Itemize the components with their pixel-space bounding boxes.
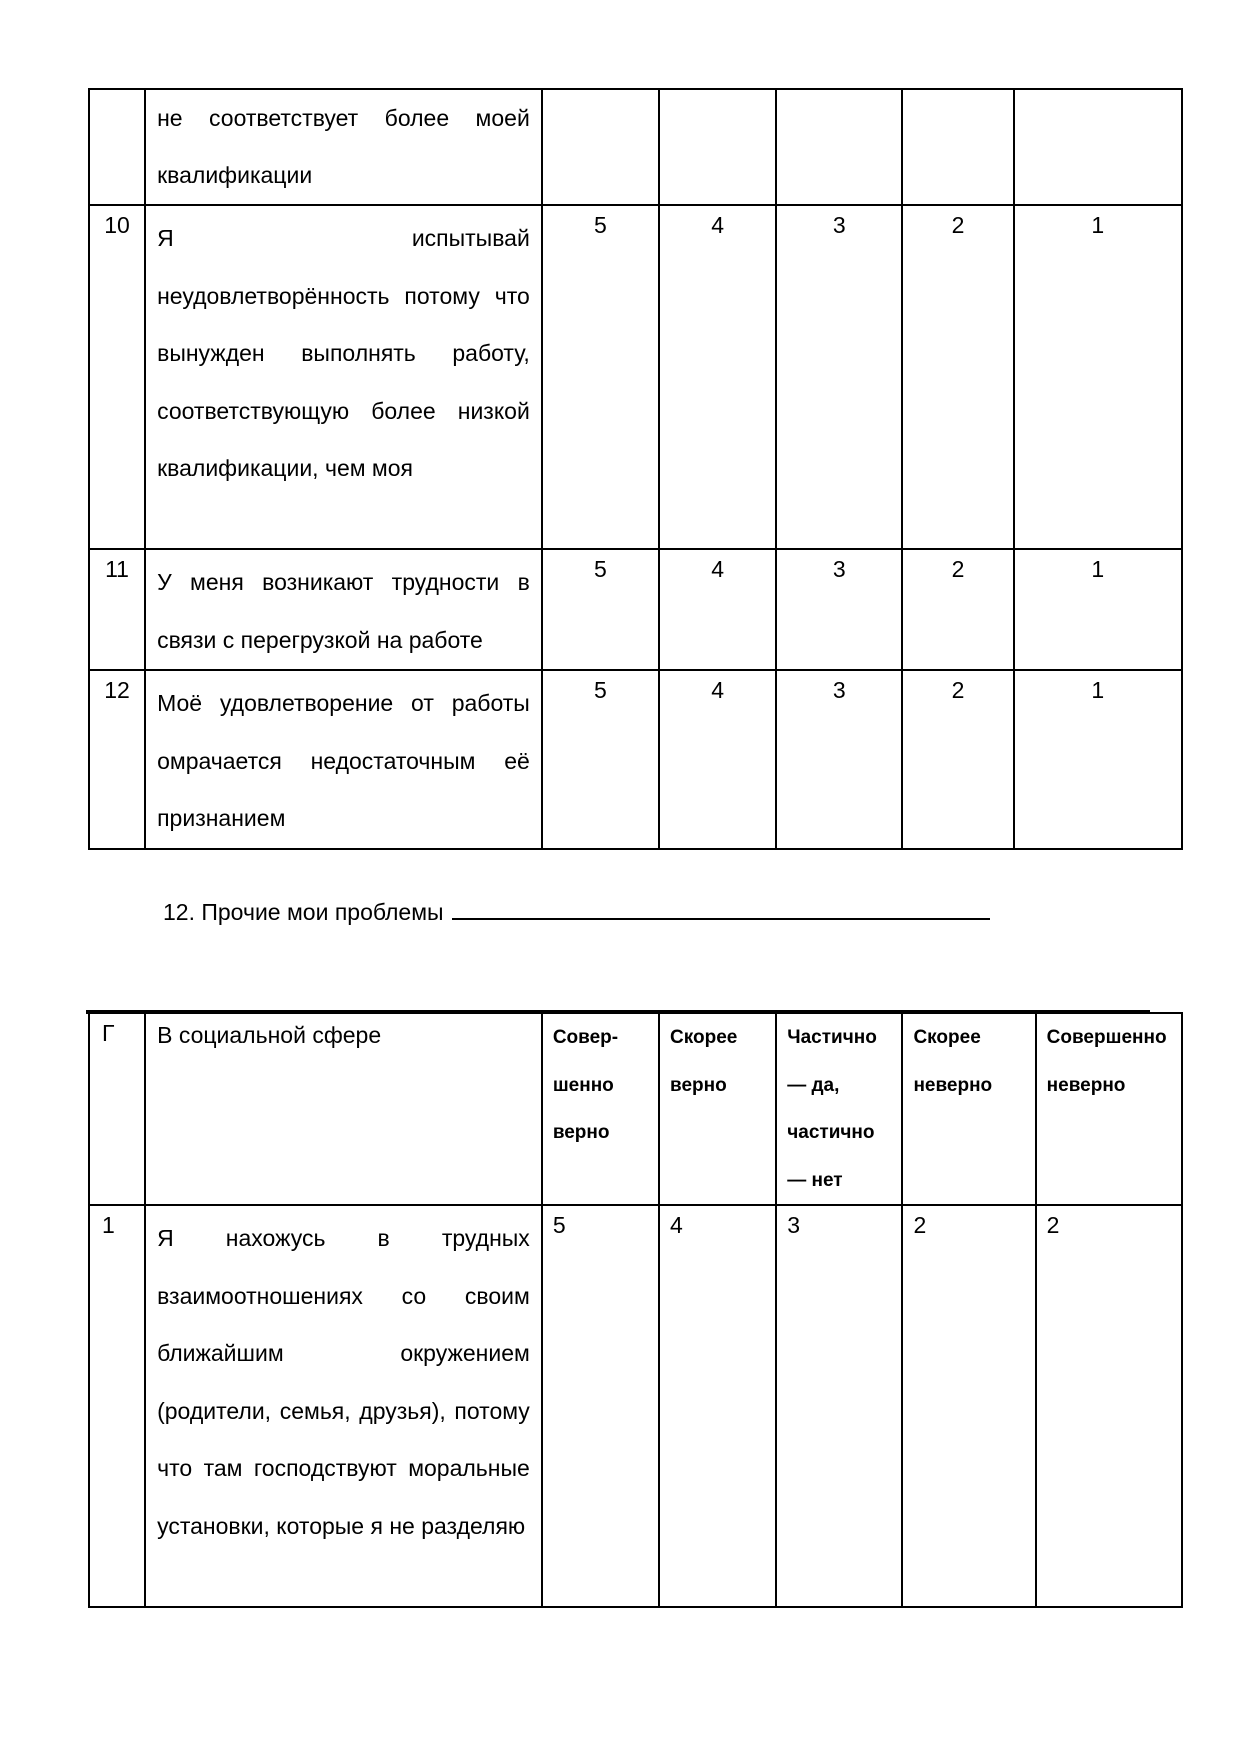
score-cell [902, 89, 1013, 205]
score-cell: 5 [542, 549, 659, 670]
score-cell: 2 [902, 1205, 1035, 1607]
score-cell: 5 [542, 1205, 659, 1607]
score-cell: 4 [659, 1205, 776, 1607]
score-cell [542, 89, 659, 205]
score-cell [1014, 89, 1182, 205]
column-header: Скорее верно [659, 1013, 776, 1205]
statement-text: Я нахожусь в трудных взаимоотношениях со своим ближайшим окружением (родители, семья, друзья), потому что там господствуют моральные установки, которые я не разделяю [145, 1205, 542, 1607]
statement-text: не соответствует более моей квалификации [145, 89, 542, 205]
table-row [89, 549, 1182, 670]
score-cell: 2 [1036, 1205, 1182, 1607]
statement-text: У меня возникают трудности в связи с перегрузкой на работе [145, 549, 542, 670]
score-cell: 1 [1014, 670, 1182, 849]
row-number [89, 89, 145, 205]
score-cell: 3 [776, 1205, 902, 1607]
survey-table-social [88, 1012, 1183, 1608]
score-cell: 2 [902, 205, 1013, 549]
row-number: 11 [89, 549, 145, 670]
score-cell [776, 89, 902, 205]
score-cell: 4 [659, 549, 776, 670]
score-cell: 4 [659, 205, 776, 549]
score-cell: 3 [776, 549, 902, 670]
score-cell: 5 [542, 670, 659, 849]
statement-text: Я испытывай неудовлетворённость потому что вынужден выполнять работу, соответствующую более низкой квалификации, чем моя [145, 205, 542, 549]
score-cell: 3 [776, 670, 902, 849]
score-cell: 2 [902, 549, 1013, 670]
score-cell: 1 [1014, 205, 1182, 549]
survey-table-work [88, 88, 1183, 850]
row-number: 1 [89, 1205, 145, 1607]
other-problems-label: 12. Прочие мои проблемы [163, 899, 444, 925]
table-header-row [89, 1013, 1182, 1205]
column-header: Совершенно неверно [1036, 1013, 1182, 1205]
row-number: 12 [89, 670, 145, 849]
score-cell [659, 89, 776, 205]
table-row [89, 1205, 1182, 1607]
statement-text: Моё удовлетворение от работы омрачается недостаточным её признанием [145, 670, 542, 849]
score-cell: 2 [902, 670, 1013, 849]
row-number: 10 [89, 205, 145, 549]
column-header: Частично — да, частично — нет [776, 1013, 902, 1205]
section-title: В социальной сфере [145, 1013, 542, 1205]
table-row [89, 205, 1182, 549]
score-cell: 3 [776, 205, 902, 549]
score-cell: 4 [659, 670, 776, 849]
table-row [89, 89, 1182, 205]
section-letter: Г [89, 1013, 145, 1205]
score-cell: 5 [542, 205, 659, 549]
column-header: Скорее неверно [902, 1013, 1035, 1205]
score-cell: 1 [1014, 549, 1182, 670]
column-header: Совер-шенно верно [542, 1013, 659, 1205]
other-problems-line [163, 896, 990, 927]
answer-blank-line[interactable] [452, 896, 990, 920]
table-row [89, 670, 1182, 849]
